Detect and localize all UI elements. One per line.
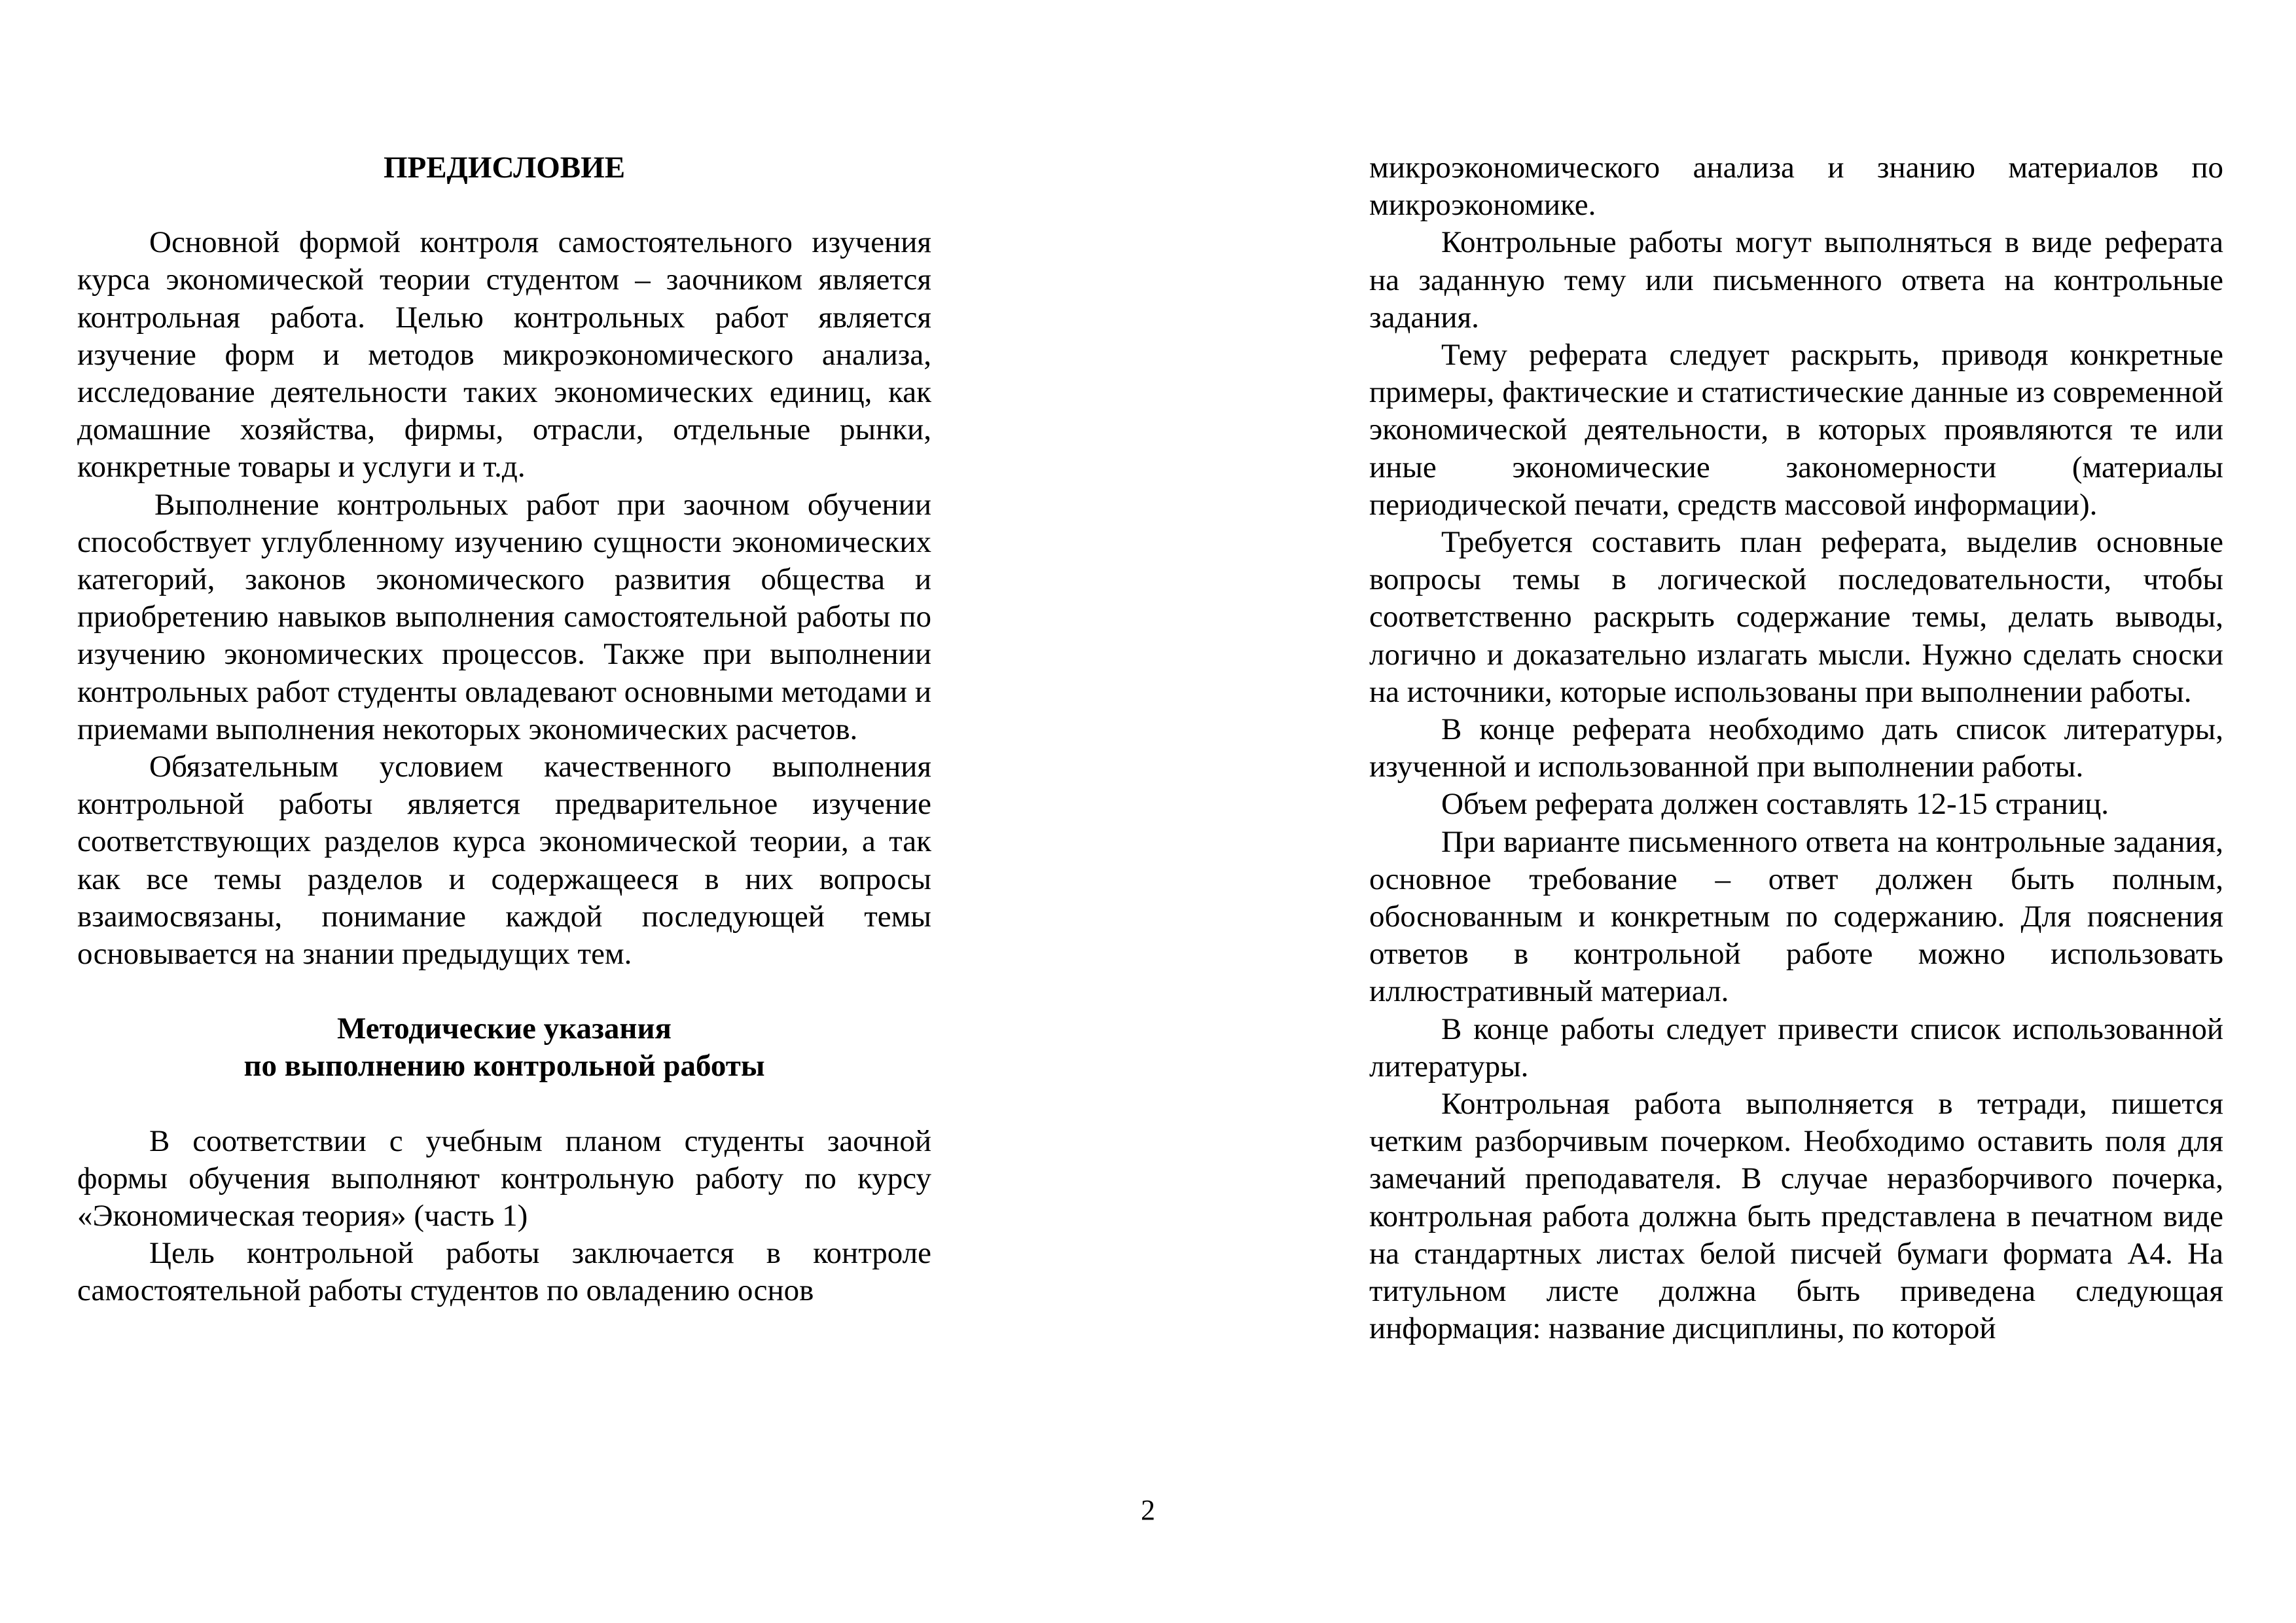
right-column xyxy=(1369,149,2223,1348)
right-paragraph-8: Контрольная работа выполняется в тетради, пишется четким разборчивым почерком. Необходимо оставить поля для замечаний преподавателя. В случае неразборчивого почерка, контрольная работа должна быть представлена в печатном виде на стандартных листах белой писчей бумаги формата А4. На титульном листе должна быть приведена следующая информация: название дисциплины, по которой xyxy=(1369,1087,2223,1346)
left-paragraph-3: Обязательным условием качественного выполнения контрольной работы является предварительное изучение соответствующих разделов курса экономической теории, а так как все темы разделов и содержащееся в них вопросы взаимосвязаны, понимание каждой последующей темы основывается на знании предыдущих тем. xyxy=(77,750,931,972)
right-paragraph-3: Требуется составить план реферата, выделив основные вопросы темы в логической последовательности, чтобы соответственно раскрыть содержание темы, делать выводы, логично и доказательно излагать мысли. Нужно сделать сноски на источники, которые использованы при выполнении работы. xyxy=(1369,525,2223,709)
right-paragraph-6: При варианте письменного ответа на контрольные задания, основное требование – ответ должен быть полным, обоснованным и конкретным по содержанию. Для пояснения ответов в контрольной работе можно использовать иллюстративный материал. xyxy=(1369,824,2223,1009)
guidelines-heading-line-1: Методические указания xyxy=(337,1012,672,1046)
guidelines-heading-line-2: по выполнению контрольной работы xyxy=(243,1049,765,1084)
left-paragraph-1: Основной формой контроля самостоятельного изучения курса экономической теории студентом – заочником является контрольная работа. Целью контрольных работ является изучение форм и методов микроэкономического анализа, исследование деятельности таких экономических единиц, как домашние хозяйства, фирмы, отрасли, отдельные рынки, конкретные товары и услуги и т.д. xyxy=(77,225,931,484)
left-paragraph-5: Цель контрольной работы заключается в контроле самостоятельной работы студентов по овладению основ xyxy=(77,1236,931,1308)
left-column xyxy=(77,149,931,1310)
right-paragraph-7: В конце работы следует привести список использованной литературы. xyxy=(1369,1012,2223,1084)
left-paragraph-4: В соответствии с учебным планом студенты заочной формы обучения выполняют контрольную работу по курсу «Экономическая теория» (часть 1) xyxy=(77,1123,931,1233)
right-continuation-paragraph: микроэкономического анализа и знанию материалов по микроэкономике. xyxy=(1369,151,2223,223)
left-paragraph-2: Выполнение контрольных работ при заочном обучении способствует углубленному изучению сущности экономических категорий, законов экономического развития общества и приобретению навыков выполнения самостоятельной работы по изучению экономических процессов. Также при выполнении контрольных работ студенты овладевают основными методами и приемами выполнения некоторых экономических расчетов. xyxy=(77,487,931,746)
preface-heading: ПРЕДИСЛОВИЕ xyxy=(383,151,626,185)
guidelines-heading xyxy=(77,1010,931,1085)
page-number: 2 xyxy=(1141,1494,1155,1526)
right-paragraph-2: Тему реферата следует раскрыть, приводя конкретные примеры, фактические и статистические данные из современной экономической деятельности, в которых проявляются те или иные экономические закономерности (материалы периодической печати, средств массовой информации). xyxy=(1369,338,2223,522)
right-paragraph-1: Контрольные работы могут выполняться в виде реферата на заданную тему или письменного ответа на контрольные задания. xyxy=(1369,225,2223,335)
right-paragraph-5: Объем реферата должен составлять 12-15 страниц. xyxy=(1441,787,2109,822)
right-paragraph-4: В конце реферата необходимо дать список литературы, изученной и использованной при выполнении работы. xyxy=(1369,712,2223,784)
